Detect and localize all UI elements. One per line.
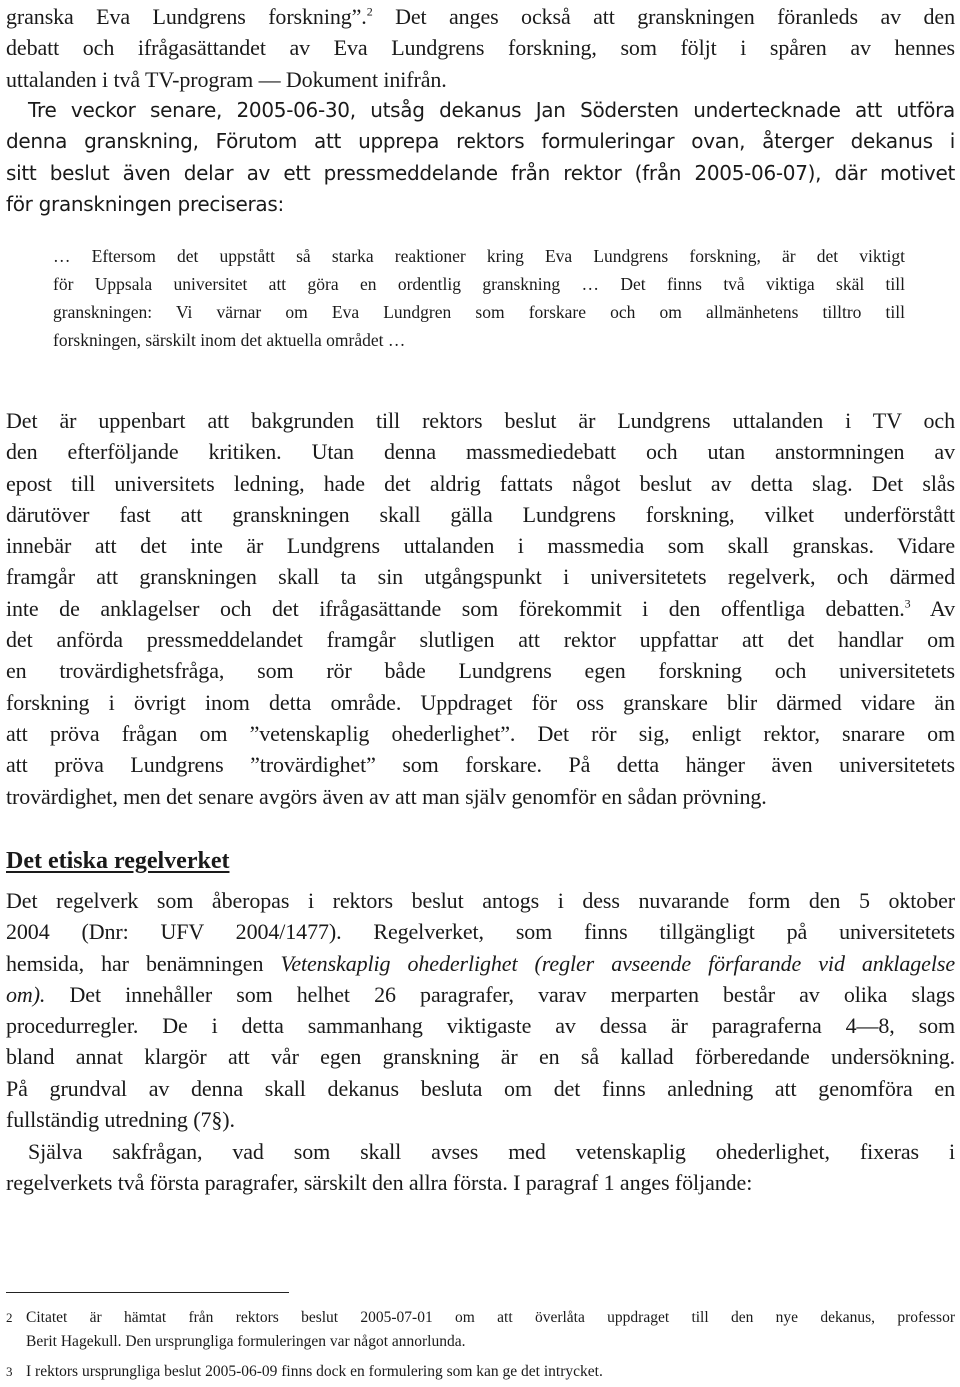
text-line xyxy=(6,593,955,624)
text-line: epost till universitets ledning, hade det aldrig fattats något beslut av detta slag. Det slås xyxy=(6,470,955,496)
text-line: för granskningen preciseras: xyxy=(6,191,284,216)
text-line: uttalanden i två TV-program — Dokument inifrån. xyxy=(6,66,447,92)
text-line: Själva sakfrågan, vad som skall avses med vetenskaplig ohederlighet, fixeras i xyxy=(28,1139,955,1164)
text-run: Av xyxy=(910,595,955,621)
paragraph-sakfragan xyxy=(6,1136,955,1199)
text-line: debatt och ifrågasättandet av Eva Lundgrens forskning, som följt i spåren av hennes xyxy=(6,35,955,61)
text-line: 2004 (Dnr: UFV 2004/1477). Regelverket, som finns tillgängligt på universitetets xyxy=(6,919,955,945)
text-line: att pröva frågan om ”vetenskaplig ohederlighet”. Det rör sig, enligt rektor, snarare om xyxy=(6,720,955,746)
section-heading: Det etiska regelverket xyxy=(6,848,230,874)
text-line: en trovärdighetsfråga, som rör både Lundgrens egen forskning och universitetets xyxy=(6,658,955,684)
text-line: framgår att granskningen skall ta sin utgångspunkt i universitetets regelverk, och därmed xyxy=(6,564,955,590)
block-quote xyxy=(53,242,905,354)
text-run: Det anges också att granskningen föranleds av den xyxy=(372,4,955,29)
text-line: bland annat klargör att vår egen granskning är en så kallad förberedande undersökning. xyxy=(6,1044,955,1070)
footnote-line: Berit Hagekull. Den ursprungliga formuleringen var något annorlunda. xyxy=(26,1333,466,1350)
text-line: trovärdighet, men det senare avgörs även av att man själv genomför en sådan prövning. xyxy=(6,783,767,809)
text-line xyxy=(6,979,955,1010)
regelverk-title-end: om). xyxy=(6,981,46,1007)
footnote-number: 2 xyxy=(6,1310,13,1325)
paragraph-dekanus xyxy=(6,95,955,220)
text-run: hemsida, har benämningen xyxy=(6,950,281,976)
footnote-line: I rektors ursprungliga beslut 2005-06-09 finns dock en formulering som kan ge det intrycket. xyxy=(26,1363,603,1380)
text-line: innebär att det inte är Lundgrens uttalanden i massmedia som skall granskas. Vidare xyxy=(6,533,955,559)
text-run: granska Eva Lundgrens forskning”. xyxy=(6,4,367,29)
paragraph-bakgrund xyxy=(6,405,955,812)
text-line: det anförda pressmeddelandet framgår slutligen att rektor uppfattar att det handlar om xyxy=(6,627,955,653)
footnote-3 xyxy=(6,1360,955,1384)
text-line: forskningen, särskilt inom det aktuella området … xyxy=(53,330,406,350)
text-line: sitt beslut även delar av ett pressmeddelande från rektor (från 2005-06-07), där motivet xyxy=(6,160,955,185)
text-run: Det innehåller som helhet 26 paragrafer, varav merparten består av olika slags xyxy=(45,981,955,1007)
text-line: granskningen: Vi värnar om Eva Lundgren som forskare och om allmänhetens tilltro till xyxy=(53,302,905,322)
footnote-divider xyxy=(6,1292,289,1293)
text-line: forskning i övrigt inom detta område. Uppdraget för oss granskare blir därmed vidare än xyxy=(6,689,955,715)
text-line: fullständig utredning (7§). xyxy=(6,1107,235,1133)
text-line: Det är uppenbart att bakgrunden till rektors beslut är Lundgrens uttalanden i TV och xyxy=(6,408,955,433)
text-line: den efterföljande kritiken. Utan denna massmediedebatt och utan anstormningen av xyxy=(6,439,955,465)
text-line: därutöver fast att granskningen skall gälla Lundgrens forskning, vilket underförstått xyxy=(6,501,955,527)
text-line xyxy=(6,1,955,32)
regelverk-title: Vetenskaplig ohederlighet (regler avseende förfarande vid anklagelse xyxy=(280,950,955,976)
paragraph-regelverk xyxy=(6,885,955,1135)
footnote-2 xyxy=(6,1306,955,1354)
text-line: regelverkets två första paragrafer, särskilt den allra första. I paragraf 1 anges följande: xyxy=(6,1170,753,1196)
text-line: Det regelverk som åberopas i rektors beslut antogs i dess nuvarande form den 5 oktober xyxy=(6,888,955,913)
text-run: inte de anklagelser och det ifrågasättande som förekommit i den offentliga debatten. xyxy=(6,595,905,621)
footnote-ref-3: 3 xyxy=(904,596,911,611)
text-line: … Eftersom det uppstått så starka reaktioner kring Eva Lundgrens forskning, är det viktigt xyxy=(53,246,905,266)
footnote-ref-2: 2 xyxy=(366,4,373,19)
text-line: Tre veckor senare, 2005-06-30, utsåg dekanus Jan Södersten undertecknade att utföra xyxy=(28,98,955,122)
paragraph-intro xyxy=(6,1,955,95)
footnote-number: 3 xyxy=(6,1364,13,1379)
text-line xyxy=(6,948,955,979)
text-line: procedurregler. De i detta sammanhang viktigaste av dessa är paragraferna 4—8, som xyxy=(6,1013,955,1039)
text-line: denna granskning, Förutom att upprepa rektors formuleringar ovan, återger dekanus i xyxy=(6,129,955,154)
text-line: att pröva Lundgrens ”trovärdighet” som forskare. På detta hänger även universitetets xyxy=(6,752,955,778)
text-line: På grundval av denna skall dekanus besluta om det finns anledning att genomföra en xyxy=(6,1075,955,1101)
text-line: för Uppsala universitet att göra en ordentlig granskning … Det finns två viktiga skäl till xyxy=(53,274,905,294)
footnote-line: Citatet är hämtat från rektors beslut 2005-07-01 om att överlåta uppdraget till den nye dekanus, professor xyxy=(26,1309,955,1326)
footnotes xyxy=(6,1306,955,1384)
